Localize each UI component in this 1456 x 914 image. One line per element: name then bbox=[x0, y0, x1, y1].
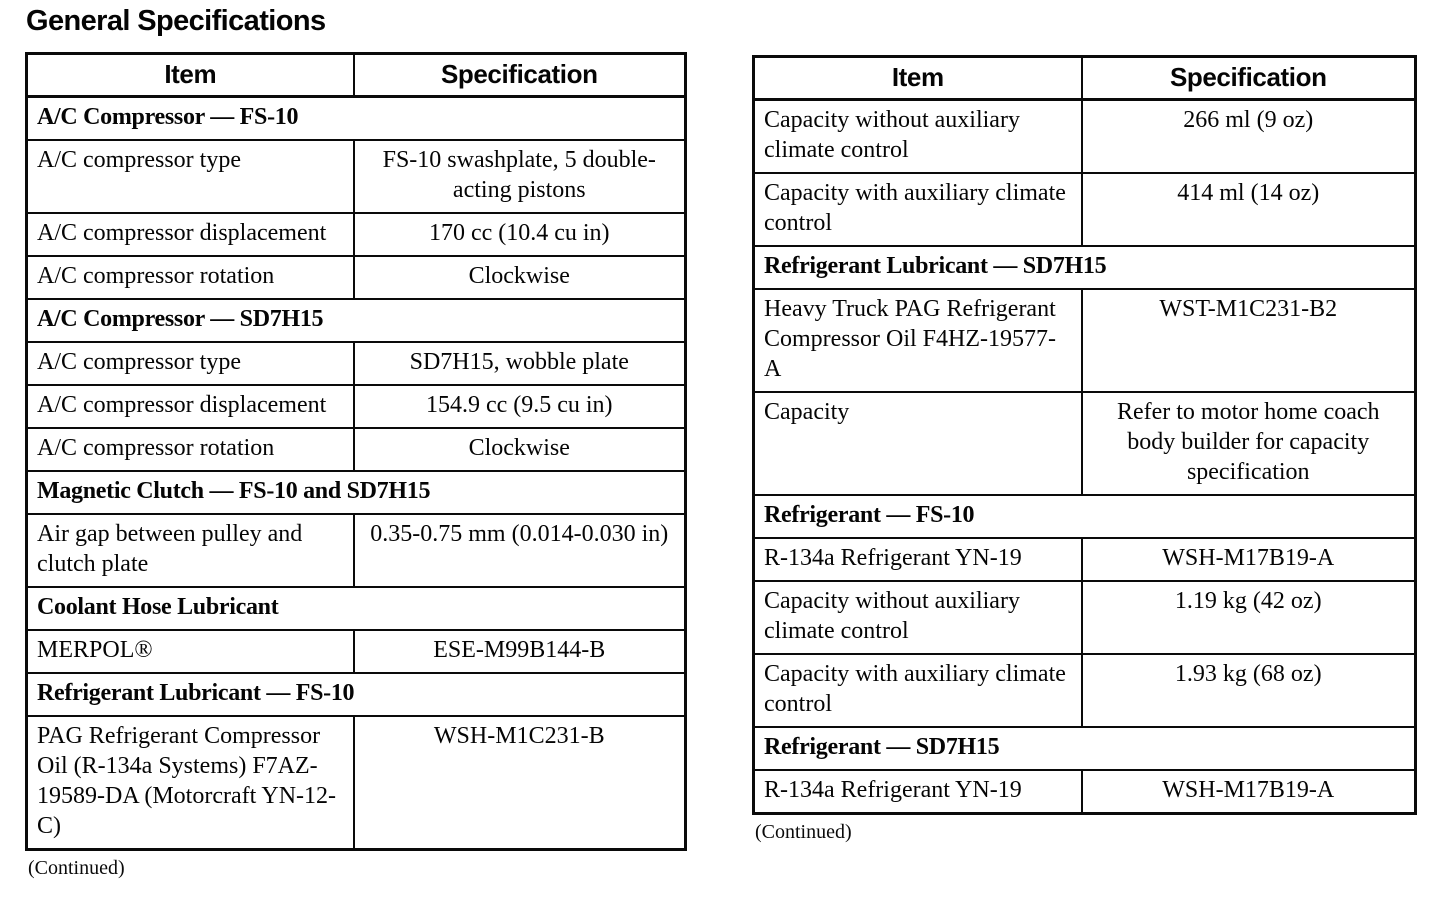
item-cell: PAG Refrigerant Compressor Oil (R-134a Systems) F7AZ-19589-DA (Motorcraft YN-12-C) bbox=[27, 716, 354, 850]
spec-table-left bbox=[25, 52, 687, 851]
section-label: Coolant Hose Lubricant bbox=[27, 587, 686, 630]
item-column-header: Item bbox=[754, 57, 1082, 100]
spec-cell: 154.9 cc (9.5 cu in) bbox=[354, 385, 686, 428]
header-row bbox=[27, 54, 686, 97]
spec-row bbox=[754, 173, 1416, 246]
section-label: A/C Compressor — FS-10 bbox=[27, 97, 686, 141]
continued-note: (Continued) bbox=[28, 857, 125, 879]
spec-row bbox=[27, 213, 686, 256]
spec-cell: ESE-M99B144-B bbox=[354, 630, 686, 673]
spec-cell: 1.93 kg (68 oz) bbox=[1082, 654, 1416, 727]
item-cell: A/C compressor rotation bbox=[27, 256, 354, 299]
item-cell: Capacity without auxiliary climate control bbox=[754, 100, 1082, 174]
item-column-header: Item bbox=[27, 54, 354, 97]
spec-row bbox=[27, 342, 686, 385]
spec-cell: WSH-M1C231-B bbox=[354, 716, 686, 850]
spec-table-right bbox=[752, 55, 1417, 815]
section-row bbox=[27, 587, 686, 630]
spec-row bbox=[754, 538, 1416, 581]
header-row bbox=[754, 57, 1416, 100]
section-label: Refrigerant — SD7H15 bbox=[754, 727, 1416, 770]
item-cell: A/C compressor type bbox=[27, 342, 354, 385]
spec-row bbox=[27, 385, 686, 428]
spec-cell: WSH-M17B19-A bbox=[1082, 770, 1416, 814]
item-cell: R-134a Refrigerant YN-19 bbox=[754, 770, 1082, 814]
item-cell: Heavy Truck PAG Refrigerant Compressor Oil F4HZ-19577-A bbox=[754, 289, 1082, 392]
spec-row bbox=[754, 392, 1416, 495]
spec-cell: WST-M1C231-B2 bbox=[1082, 289, 1416, 392]
left-spec-column bbox=[25, 52, 687, 880]
spec-cell: 266 ml (9 oz) bbox=[1082, 100, 1416, 174]
section-row bbox=[754, 727, 1416, 770]
spec-cell: FS-10 swashplate, 5 double-acting pistons bbox=[354, 140, 686, 213]
spec-row bbox=[754, 100, 1416, 174]
section-row bbox=[27, 471, 686, 514]
item-cell: A/C compressor displacement bbox=[27, 385, 354, 428]
item-cell: A/C compressor type bbox=[27, 140, 354, 213]
item-cell: Capacity with auxiliary climate control bbox=[754, 654, 1082, 727]
spec-cell: Clockwise bbox=[354, 428, 686, 471]
section-label: Refrigerant Lubricant — FS-10 bbox=[27, 673, 686, 716]
spec-cell: 0.35-0.75 mm (0.014-0.030 in) bbox=[354, 514, 686, 587]
spec-row bbox=[754, 654, 1416, 727]
spec-cell: 1.19 kg (42 oz) bbox=[1082, 581, 1416, 654]
section-label: Magnetic Clutch — FS-10 and SD7H15 bbox=[27, 471, 686, 514]
section-row bbox=[27, 673, 686, 716]
spec-column-header: Specification bbox=[354, 54, 686, 97]
spec-column-header: Specification bbox=[1082, 57, 1416, 100]
spec-cell: Clockwise bbox=[354, 256, 686, 299]
item-cell: MERPOL® bbox=[27, 630, 354, 673]
section-row bbox=[754, 495, 1416, 538]
item-cell: Capacity without auxiliary climate control bbox=[754, 581, 1082, 654]
spec-row bbox=[27, 256, 686, 299]
spec-row bbox=[754, 770, 1416, 814]
spec-cell: SD7H15, wobble plate bbox=[354, 342, 686, 385]
spec-row bbox=[754, 581, 1416, 654]
page-title: General Specifications bbox=[26, 5, 326, 37]
section-label: A/C Compressor — SD7H15 bbox=[27, 299, 686, 342]
section-row bbox=[754, 246, 1416, 289]
spec-row bbox=[27, 514, 686, 587]
right-spec-column bbox=[752, 55, 1417, 844]
item-cell: A/C compressor displacement bbox=[27, 213, 354, 256]
spec-row bbox=[27, 630, 686, 673]
spec-row bbox=[754, 289, 1416, 392]
section-label: Refrigerant Lubricant — SD7H15 bbox=[754, 246, 1416, 289]
item-cell: Capacity with auxiliary climate control bbox=[754, 173, 1082, 246]
item-cell: A/C compressor rotation bbox=[27, 428, 354, 471]
spec-row bbox=[27, 716, 686, 850]
item-cell: Air gap between pulley and clutch plate bbox=[27, 514, 354, 587]
spec-cell: WSH-M17B19-A bbox=[1082, 538, 1416, 581]
spec-cell: 170 cc (10.4 cu in) bbox=[354, 213, 686, 256]
spec-row bbox=[27, 428, 686, 471]
item-cell: R-134a Refrigerant YN-19 bbox=[754, 538, 1082, 581]
spec-cell: 414 ml (14 oz) bbox=[1082, 173, 1416, 246]
continued-note: (Continued) bbox=[755, 821, 852, 843]
spec-cell: Refer to motor home coach body builder for capacity specification bbox=[1082, 392, 1416, 495]
section-label: Refrigerant — FS-10 bbox=[754, 495, 1416, 538]
section-row bbox=[27, 299, 686, 342]
spec-row bbox=[27, 140, 686, 213]
item-cell: Capacity bbox=[754, 392, 1082, 495]
section-row bbox=[27, 97, 686, 141]
